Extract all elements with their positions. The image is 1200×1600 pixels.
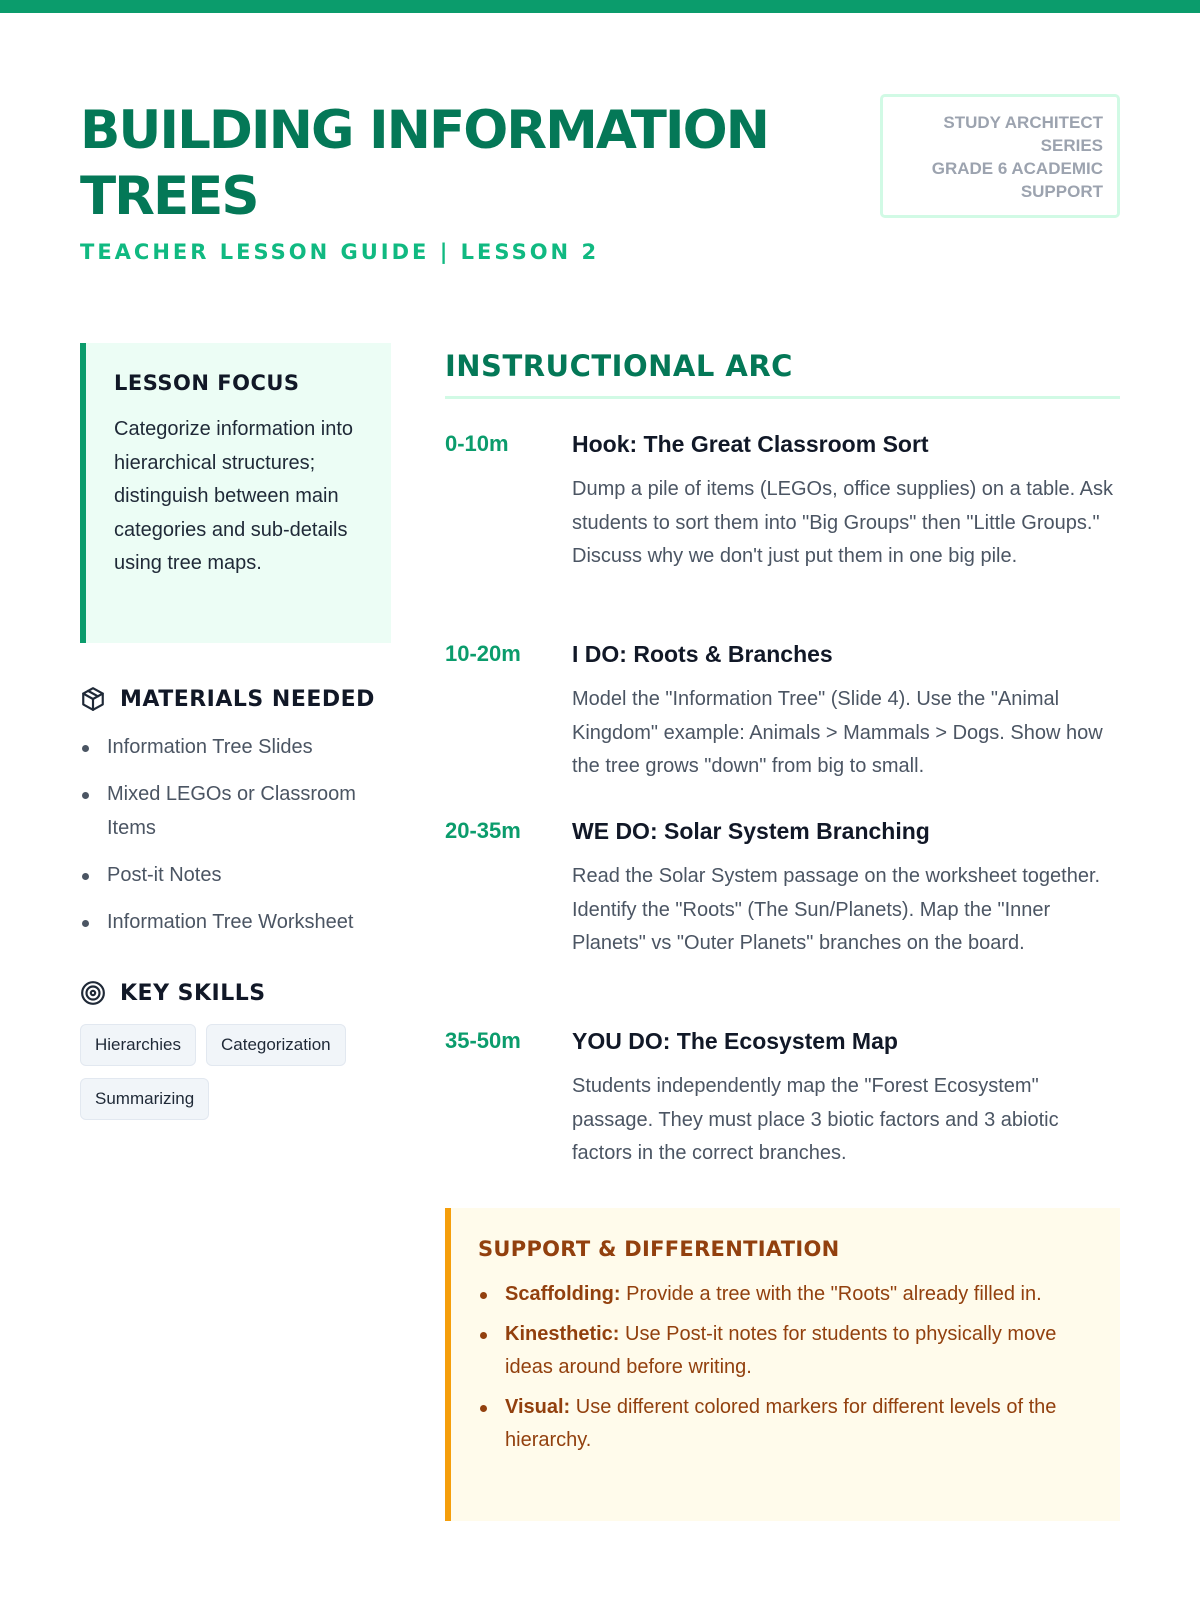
step-description: Dump a pile of items (LEGOs, office supplies) on a table. Ask students to sort them into "Big Groups" then "Little Groups." Discuss why we don't just put them in one big pile. bbox=[572, 478, 1113, 567]
step-time: 35-50m bbox=[445, 1028, 521, 1053]
materials-heading bbox=[80, 686, 375, 712]
skill-chip: Hierarchies bbox=[80, 1024, 196, 1066]
lesson-focus-box bbox=[80, 343, 391, 643]
step-title: YOU DO: The Ecosystem Map bbox=[572, 1028, 898, 1054]
list-item: Post-it Notes bbox=[80, 858, 400, 892]
support-title: SUPPORT & DIFFERENTIATION bbox=[478, 1237, 840, 1261]
series-line: SUPPORT bbox=[1020, 182, 1103, 201]
list-item bbox=[478, 1318, 1092, 1385]
target-icon bbox=[80, 980, 106, 1006]
support-list bbox=[478, 1278, 1092, 1458]
step-description: Model the "Information Tree" (Slide 4). Use the "Animal Kingdom" example: Animals > Mammals > Dogs. Show how the tree grows "down" from big to small. bbox=[572, 688, 1103, 777]
support-differentiation-box bbox=[445, 1208, 1120, 1521]
step-description: Read the Solar System passage on the worksheet together. Identify the "Roots" (The Sun/Planets). Map the "Inner Planets" vs "Outer Planets" branches on the board. bbox=[572, 865, 1101, 954]
top-accent-bar bbox=[0, 0, 1200, 13]
list-item bbox=[478, 1391, 1092, 1458]
support-item-label: Kinesthetic: bbox=[505, 1322, 620, 1345]
lesson-focus-title: LESSON FOCUS bbox=[114, 371, 300, 395]
step-time: 10-20m bbox=[445, 641, 521, 666]
support-item-label: Scaffolding: bbox=[505, 1283, 621, 1305]
step-title: I DO: Roots & Branches bbox=[572, 641, 833, 667]
page-subtitle: TEACHER LESSON GUIDE | LESSON 2 bbox=[80, 240, 600, 264]
series-badge bbox=[880, 94, 1120, 218]
lesson-focus-text: Categorize information into hierarchical structures; distinguish between main categories and sub-details using tree maps. bbox=[114, 418, 354, 574]
step-time: 20-35m bbox=[445, 818, 521, 843]
page-title: BUILDING INFORMATION TREES bbox=[80, 100, 769, 227]
list-item bbox=[478, 1278, 1092, 1312]
series-line: GRADE 6 ACADEMIC bbox=[931, 159, 1103, 178]
support-item-text: Use Post-it notes for students to physically move ideas around before writing. bbox=[505, 1322, 1057, 1378]
skill-chip: Summarizing bbox=[80, 1078, 209, 1120]
page-header bbox=[80, 98, 1120, 298]
materials-list bbox=[80, 730, 400, 952]
support-item-text: Use different colored markers for different levels of the hierarchy. bbox=[505, 1395, 1057, 1451]
list-item: Information Tree Slides bbox=[80, 730, 400, 764]
step-title: WE DO: Solar System Branching bbox=[572, 818, 930, 844]
arc-divider bbox=[445, 396, 1120, 399]
skills-heading bbox=[80, 980, 266, 1006]
box-icon bbox=[80, 686, 106, 712]
list-item: Information Tree Worksheet bbox=[80, 905, 400, 939]
series-line: SERIES bbox=[1040, 136, 1103, 155]
list-item: Mixed LEGOs or Classroom Items bbox=[80, 777, 400, 845]
materials-heading-label: MATERIALS NEEDED bbox=[120, 686, 375, 712]
series-line: STUDY ARCHITECT bbox=[943, 113, 1103, 132]
step-description: Students independently map the "Forest Ecosystem" passage. They must place 3 biotic factors and 3 abiotic factors in the correct branches. bbox=[572, 1075, 1059, 1164]
support-item-text: Provide a tree with the "Roots" already filled in. bbox=[620, 1283, 1042, 1305]
instructional-arc-title: INSTRUCTIONAL ARC bbox=[445, 349, 793, 383]
skills-heading-label: KEY SKILLS bbox=[120, 980, 266, 1006]
skills-chips bbox=[80, 1024, 400, 1132]
skill-chip: Categorization bbox=[206, 1024, 346, 1066]
step-time: 0-10m bbox=[445, 431, 509, 456]
support-item-label: Visual: bbox=[505, 1395, 571, 1418]
step-title: Hook: The Great Classroom Sort bbox=[572, 431, 929, 457]
